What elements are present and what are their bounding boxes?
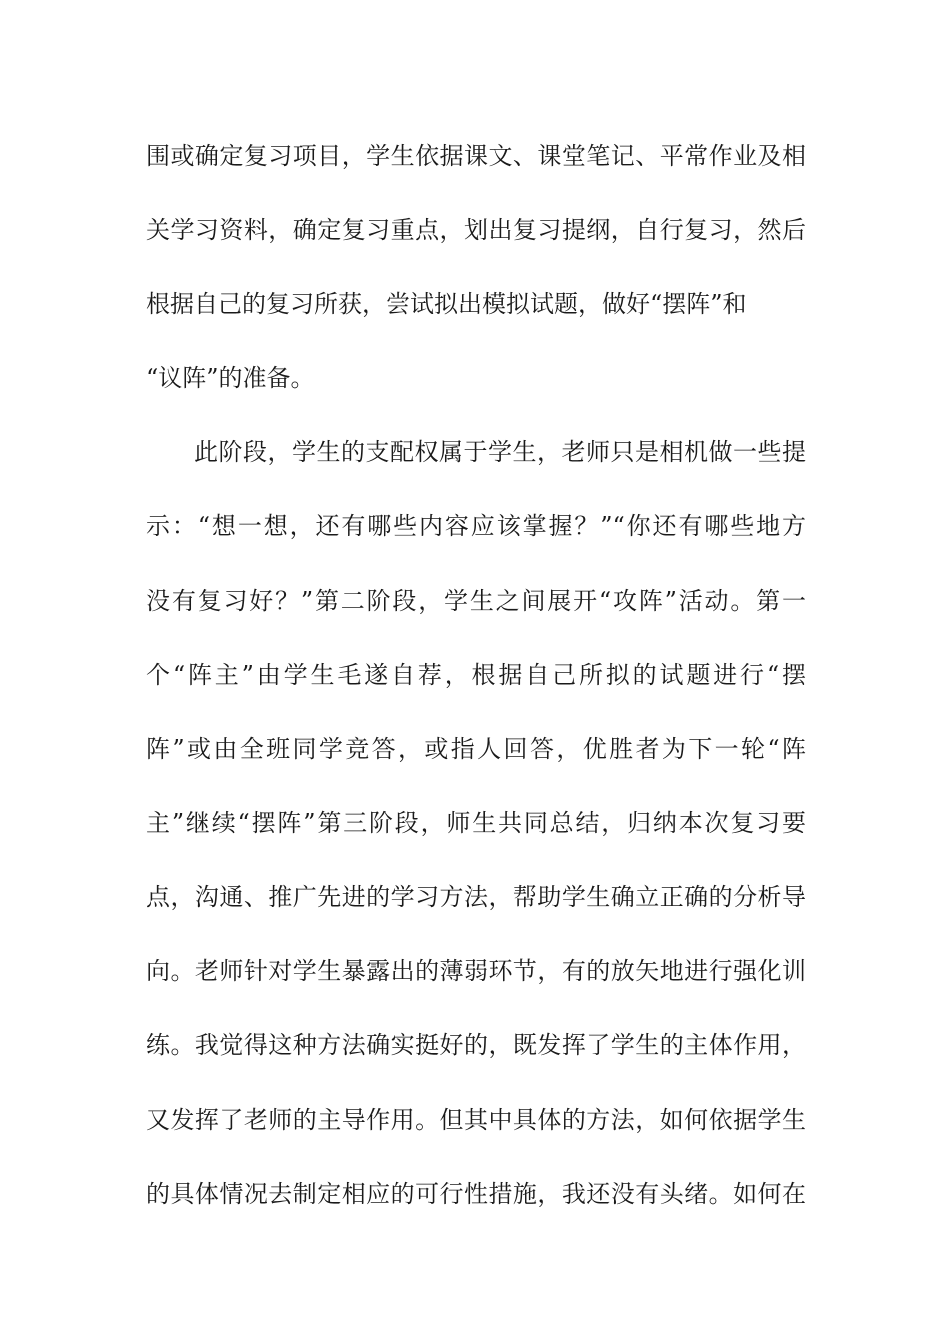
text-line-13: 练。我觉得这种方法确实挺好的，既发挥了学生的主体作用， <box>146 1031 806 1059</box>
text-line-14: 又发挥了老师的主导作用。但其中具体的方法，如何依据学生 <box>146 1106 806 1134</box>
text-line-11: 点，沟通、推广先进的学习方法，帮助学生确立正确的分析导 <box>146 883 806 911</box>
text-line-9: 阵”或由全班同学竞答，或指人回答，优胜者为下一轮“阵 <box>146 735 806 763</box>
text-line-3: 根据自己的复习所获，尝试拟出模拟试题，做好“摆阵”和 <box>146 290 747 318</box>
text-line-15: 的具体情况去制定相应的可行性措施，我还没有头绪。如何在 <box>146 1180 806 1208</box>
text-line-10: 主”继续“摆阵”第三阶段，师生共同总结，归纳本次复习要 <box>146 809 806 837</box>
text-line-1: 围或确定复习项目，学生依据课文、课堂笔记、平常作业及相 <box>146 142 806 170</box>
text-line-6: 示：“想一想，还有哪些内容应该掌握？”“你还有哪些地方 <box>146 512 806 540</box>
text-line-2: 关学习资料，确定复习重点，划出复习提纲，自行复习，然后 <box>146 216 806 244</box>
text-line-7: 没有复习好？”第二阶段，学生之间展开“攻阵”活动。第一 <box>146 587 806 615</box>
text-line-12: 向。老师针对学生暴露出的薄弱环节，有的放矢地进行强化训 <box>146 957 806 985</box>
text-line-8: 个“阵主”由学生毛遂自荐，根据自己所拟的试题进行“摆 <box>146 661 806 689</box>
text-line-5: 此阶段，学生的支配权属于学生，老师只是相机做一些提 <box>194 438 806 466</box>
text-line-4: “议阵”的准备。 <box>146 364 315 392</box>
